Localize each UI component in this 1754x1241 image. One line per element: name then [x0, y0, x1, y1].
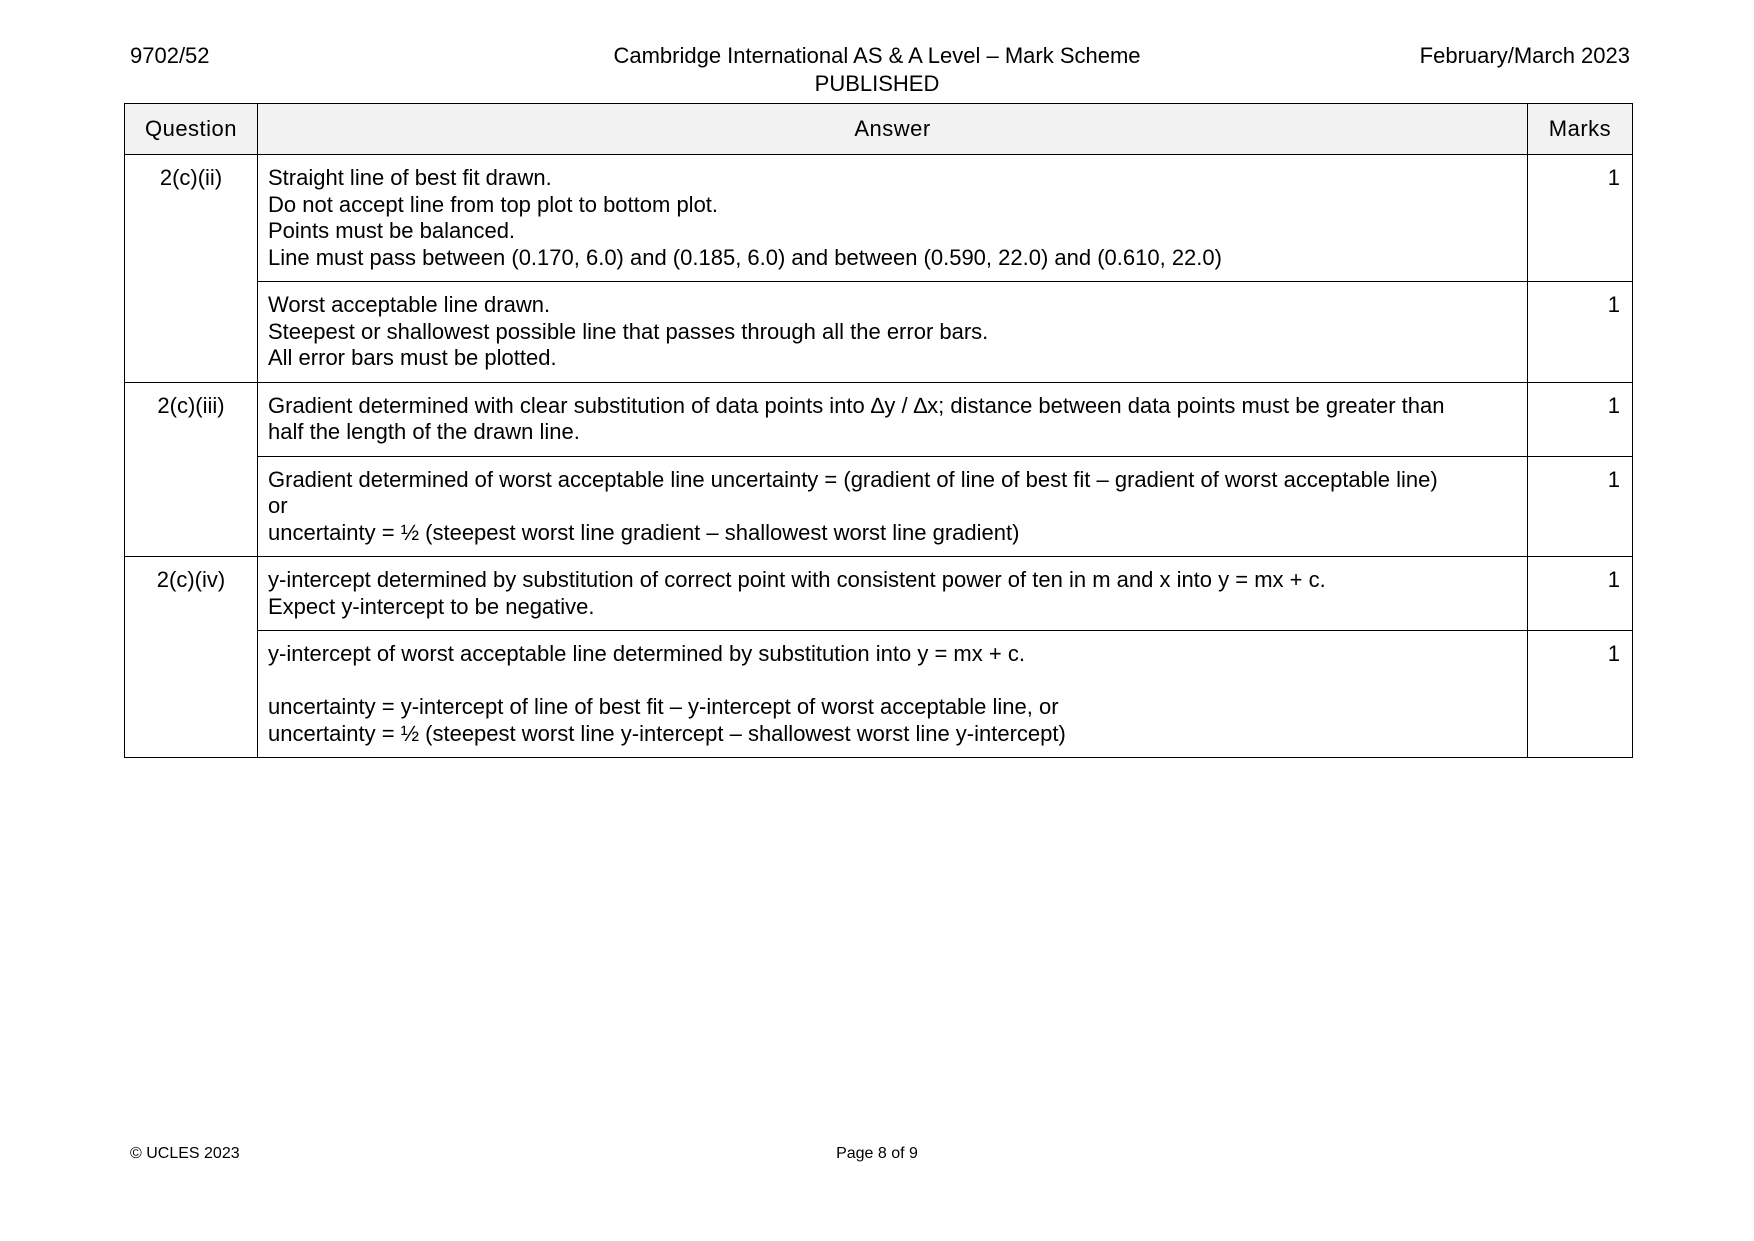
marks-cell: 1 [1528, 155, 1633, 282]
syllabus-code: 9702/52 [130, 43, 210, 68]
marks-cell: 1 [1528, 631, 1633, 758]
answer-line: uncertainty = y-intercept of line of best fit – y-intercept of worst acceptable line, or [268, 694, 1059, 719]
blank-line [268, 668, 1517, 695]
answer-line: Straight line of best fit drawn. [268, 165, 552, 190]
answer-cell [258, 382, 1528, 456]
answer-line: or [268, 493, 288, 518]
answer-line: y-intercept of worst acceptable line determined by substitution into y = mx + c. [268, 641, 1025, 666]
answer-line: Do not accept line from top plot to bottom plot. [268, 191, 719, 217]
table-row [125, 155, 1633, 282]
answer-line: Worst acceptable line drawn. [268, 292, 551, 317]
answer-cell [258, 282, 1528, 383]
answer-line: Expect y-intercept to be negative. [268, 593, 595, 619]
exam-session: February/March 2023 [1419, 43, 1630, 68]
answer-line: Steepest or shallowest possible line that passes through all the error bars. [268, 318, 989, 344]
mark-scheme-table [124, 103, 1633, 758]
answer-line: Gradient determined of worst acceptable line uncertainty = (gradient of line of best fit – gradient of worst acceptable line) [268, 466, 1438, 492]
answer-cell [258, 456, 1528, 557]
status-text: PUBLISHED [814, 71, 940, 96]
question-number: 2(c)(iv) [125, 557, 258, 758]
column-header-marks: Marks [1528, 104, 1633, 155]
answer-cell [258, 631, 1528, 758]
answer-line: uncertainty = ½ (steepest worst line y-intercept – shallowest worst line y-intercept) [268, 720, 1066, 746]
answer-cell [258, 155, 1528, 282]
table-header-row [125, 104, 1633, 155]
answer-cell [258, 557, 1528, 631]
question-number: 2(c)(iii) [125, 382, 258, 557]
column-header-answer: Answer [258, 104, 1528, 155]
marks-cell: 1 [1528, 382, 1633, 456]
table-row [125, 631, 1633, 758]
answer-line: All error bars must be plotted. [268, 345, 557, 370]
marks-cell: 1 [1528, 557, 1633, 631]
page-number: Page 8 of 9 [836, 1145, 918, 1162]
table-row [125, 282, 1633, 383]
marks-cell: 1 [1528, 282, 1633, 383]
answer-line: y-intercept determined by substitution of correct point with consistent power of ten in m and x into y = mx + c. [268, 567, 1326, 592]
answer-line: half the length of the drawn line. [268, 419, 580, 444]
question-number: 2(c)(ii) [125, 155, 258, 383]
answer-line: Points must be balanced. [268, 218, 516, 243]
answer-line: Line must pass between (0.170, 6.0) and (0.185, 6.0) and between (0.590, 22.0) and (0.610, 22.0) [268, 244, 1222, 270]
title-text: Cambridge International AS & A Level – Mark Scheme [613, 43, 1141, 68]
table-row [125, 382, 1633, 456]
column-header-question: Question [125, 104, 258, 155]
answer-line: uncertainty = ½ (steepest worst line gradient – shallowest worst line gradient) [268, 519, 1020, 545]
answer-line: Gradient determined with clear substitution of data points into ∆y / ∆x; distance between data points must be greater than [268, 392, 1445, 418]
table-row [125, 557, 1633, 631]
table-row [125, 456, 1633, 557]
copyright-notice: © UCLES 2023 [130, 1145, 240, 1162]
marks-cell: 1 [1528, 456, 1633, 557]
